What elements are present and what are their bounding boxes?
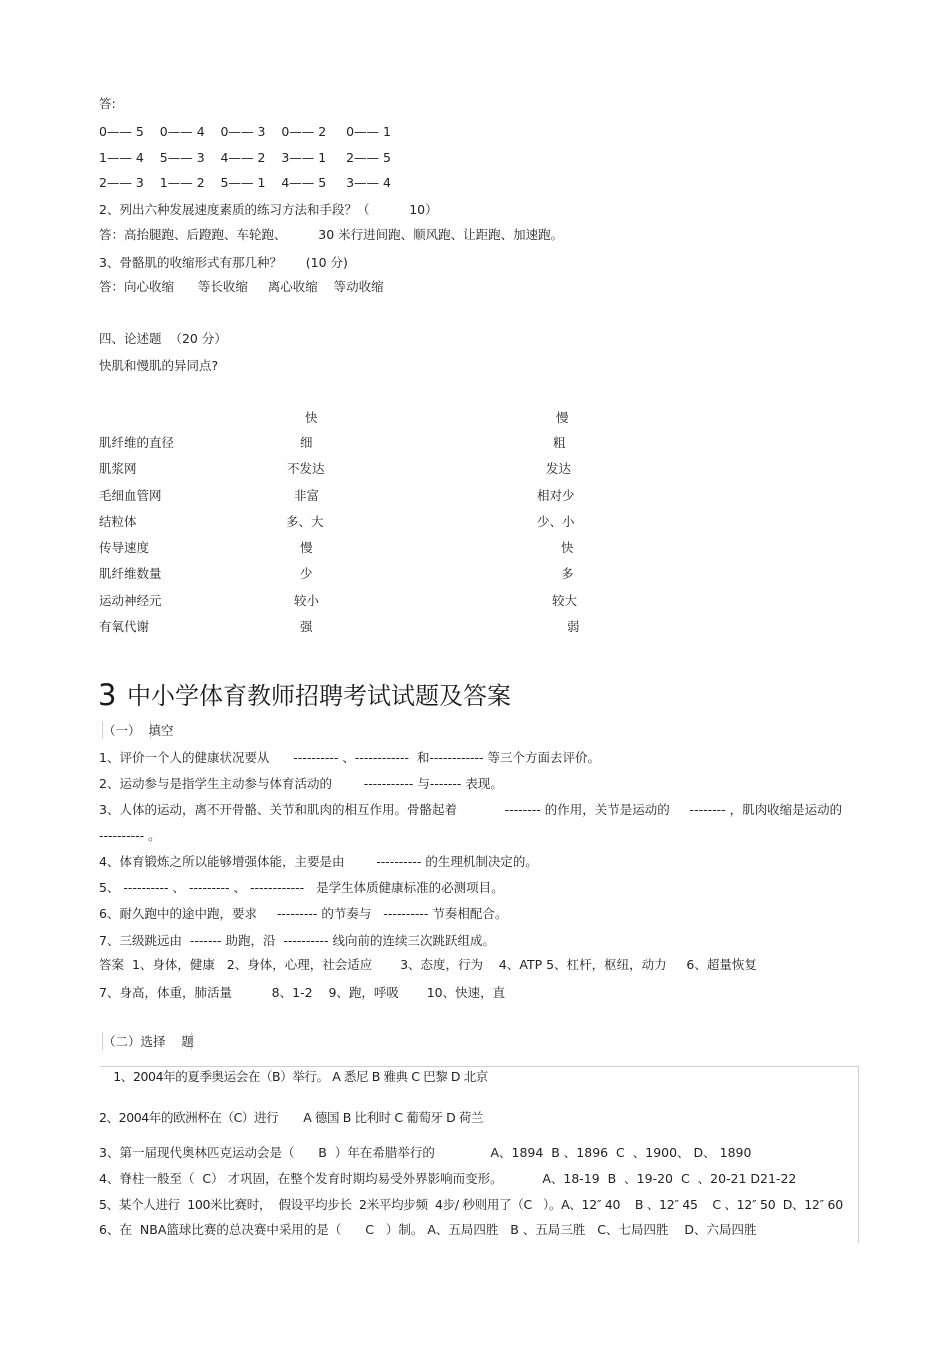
row-label: 有氧代谢 xyxy=(99,619,150,634)
question-2-answer: 答：高抬腿跑、后蹬跑、车轮跑、 30 米行进间跑、顺风跑、让距跑、加速跑。 xyxy=(99,227,564,242)
choice-box-top-border xyxy=(100,1066,859,1067)
choice-item: 2、2004年的欧洲杯在（C）进行 A 德国 B 比利时 C 葡萄牙 D 荷兰 xyxy=(99,1110,484,1125)
fill-item: 6、耐久跑中的途中跑，要求 --------- 的节奏与 ---------- 节奏相配合。 xyxy=(99,906,508,921)
row-slow: 快 xyxy=(561,540,574,555)
fill-item: 2、运动参与是指学生主动参与体育活动的 ----------- 与------- 表现。 xyxy=(99,776,503,791)
row-label: 结粒体 xyxy=(99,514,137,529)
fill-item: 1、评价一个人的健康状况要从 ---------- 、------------ 和------------ 等三个方面去评价。 xyxy=(99,750,601,765)
pair-row: 0—— 5 0—— 4 0—— 3 0—— 2 0—— 1 xyxy=(99,124,391,139)
column-header-fast: 快 xyxy=(305,410,318,425)
row-slow: 发达 xyxy=(546,461,572,476)
row-slow: 少、小 xyxy=(537,514,575,529)
row-fast: 非富 xyxy=(294,488,320,503)
row-fast: 少 xyxy=(300,566,313,581)
pair-row: 2—— 3 1—— 2 5—— 1 4—— 5 3—— 4 xyxy=(99,175,391,190)
fill-answer: 7、身高，体重，肺活量 8、1-2 9、跑，呼吸 10、快速，直 xyxy=(99,985,506,1000)
exam-heading-number: 3 xyxy=(98,678,117,712)
question-2: 2、列出六种发展速度素质的练习方法和手段？（ 10） xyxy=(99,202,438,217)
choice-item: 1、2004年的夏季奥运会在（B）举行。 A 悉尼 B 雅典 C 巴黎 D 北京 xyxy=(99,1069,488,1084)
answer-label: 答: xyxy=(99,96,116,111)
fill-answer: 答案 1、身体，健康 2、身体，心理，社会适应 3、态度，行为 4、ATP 5、杠杆，枢纽，动力 6、超量恢复 xyxy=(99,957,757,972)
section-4-question: 快肌和慢肌的异同点? xyxy=(99,358,219,373)
choice-section-title: （二）选择 题 xyxy=(103,1034,194,1049)
choice-item: 6、在 NBA篮球比赛的总决赛中采用的是（ C ）制。 A、五局四胜 B 、五局三胜 C、七局四胜 D、六局四胜 xyxy=(99,1222,757,1237)
row-label: 肌纤维数量 xyxy=(99,566,162,581)
row-slow: 弱 xyxy=(567,619,580,634)
row-slow: 相对少 xyxy=(537,488,575,503)
row-slow: 粗 xyxy=(553,435,566,450)
fill-item: 7、三级跳远由 ------- 助跑，沿 ---------- 线向前的连续三次跳跃组成。 xyxy=(99,933,495,948)
row-fast: 强 xyxy=(300,619,313,634)
fill-item: ---------- 。 xyxy=(99,828,161,843)
row-label: 毛细血管网 xyxy=(99,488,162,503)
question-3-answer: 答：向心收缩 等长收缩 离心收缩 等动收缩 xyxy=(99,279,384,294)
question-3: 3、骨骼肌的收缩形式有那几种？ (10 分) xyxy=(99,255,348,270)
row-label: 传导速度 xyxy=(99,540,150,555)
choice-item: 4、脊柱一般至（ C） 才巩固，在整个发育时期均易受外界影响而变形。 A、18-19 B 、19-20 C 、20-21 D21-22 xyxy=(99,1171,797,1186)
choice-item: 3、第一届现代奥林匹克运动会是（ B ）年在希腊举行的 A、1894 B 、1896 C 、1900、 D、 1890 xyxy=(99,1145,752,1160)
row-fast: 多、大 xyxy=(286,514,324,529)
fill-item: 5、 ---------- 、 --------- 、 ------------ 是学生体质健康标准的必测项目。 xyxy=(99,880,504,895)
section-4-title: 四、论述题 （20 分） xyxy=(99,331,227,346)
row-fast: 不发达 xyxy=(287,461,325,476)
row-fast: 较小 xyxy=(294,593,320,608)
row-slow: 较大 xyxy=(552,593,578,608)
row-label: 运动神经元 xyxy=(99,593,162,608)
row-fast: 细 xyxy=(300,435,313,450)
fill-section-title: （一） 填空 xyxy=(103,723,174,738)
pair-row: 1—— 4 5—— 3 4—— 2 3—— 1 2—— 5 xyxy=(99,150,391,165)
choice-item: 5、某个人进行 100米比赛时， 假设平均步长 2米平均步频 4步/ 秒则用了（C ）。A、12″ 40 B 、12″ 45 C 、12″ 50 D、12″ 60 xyxy=(99,1197,843,1212)
row-label: 肌纤维的直径 xyxy=(99,435,175,450)
column-header-slow: 慢 xyxy=(556,410,569,425)
fill-item: 4、体育锻炼之所以能够增强体能，主要是由 ---------- 的生理机制决定的。 xyxy=(99,854,538,869)
fill-item: 3、人体的运动，离不开骨骼、关节和肌肉的相互作用。骨骼起着 -------- 的作用，关节是运动的 -------- ，肌肉收缩是运动的 xyxy=(99,802,843,817)
exam-heading-title: 中小学体育教师招聘考试试题及答案 xyxy=(127,682,511,710)
choice-box-right-border xyxy=(858,1066,859,1243)
row-label: 肌浆网 xyxy=(99,461,137,476)
row-fast: 慢 xyxy=(300,540,313,555)
row-slow: 多 xyxy=(561,566,574,581)
